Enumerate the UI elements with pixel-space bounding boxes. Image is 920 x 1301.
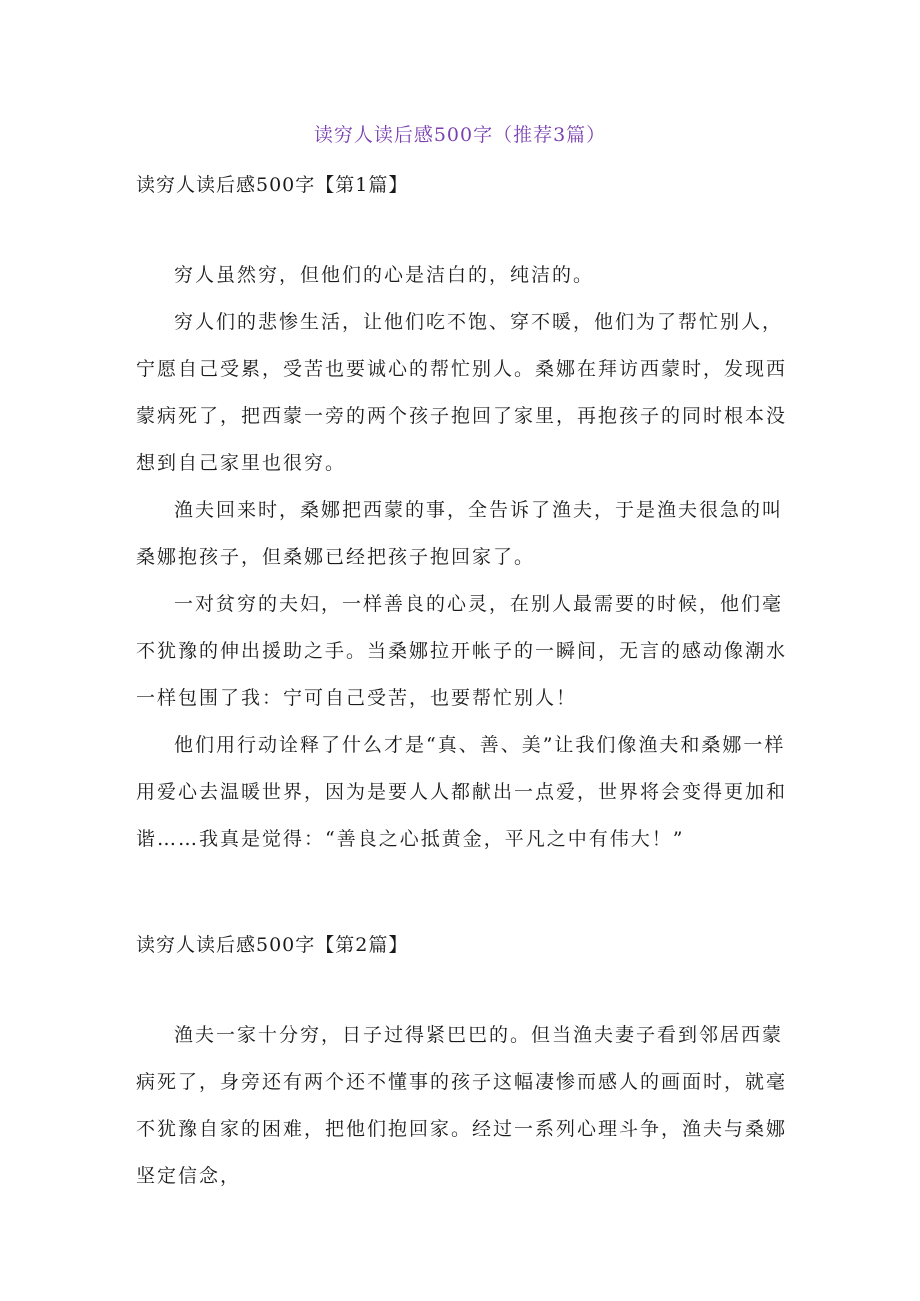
paragraph: 穷人虽然穷，但他们的心是洁白的，纯洁的。: [174, 264, 595, 286]
paragraph: 一对贫穷的夫妇，一样善良的心灵，在别人最需要的时候，他们毫不犹豫的伸出援助之手。当桑娜拉开帐子的一瞬间，无言的感动像潮水一样包围了我：宁可自己受苦，也要帮忙别人！: [136, 593, 788, 709]
paragraph: 渔夫回来时，桑娜把西蒙的事，全告诉了渔夫，于是渔夫很急的叫桑娜抱孩子，但桑娜已经把孩子抱回家了。: [136, 499, 784, 568]
section-body-1: [136, 252, 796, 863]
paragraph: 他们用行动诠释了什么才是“真、善、美”让我们像渔夫和桑娜一样用爱心去温暖世界，因为是要人人都献出一点爱，世界将会变得更加和谐……我真是觉得：“善良之心抵黄金，平凡之中有伟大！”: [136, 734, 788, 850]
section-body-2: [136, 1012, 796, 1200]
paragraph: 穷人们的悲惨生活，让他们吃不饱、穿不暖，他们为了帮忙别人，宁愿自己受累，受苦也要诚心的帮忙别人。桑娜在拜访西蒙时，发现西蒙病死了，把西蒙一旁的两个孩子抱回了家里，再抱孩子的同时根本没想到自己家里也很穷。: [136, 311, 788, 474]
document-title: 读穷人读后感500字（推荐3篇）: [313, 124, 607, 146]
section-heading-1: 读穷人读后感500字【第1篇】: [136, 174, 409, 196]
paragraph: 渔夫一家十分穷，日子过得紧巴巴的。但当渔夫妻子看到邻居西蒙病死了，身旁还有两个还不懂事的孩子这幅凄惨而感人的画面时，就毫不犹豫自家的困难，把他们抱回家。经过一系列心理斗争，渔夫与桑娜坚定信念，: [136, 1024, 788, 1187]
section-heading-2: 读穷人读后感500字【第2篇】: [136, 934, 409, 956]
